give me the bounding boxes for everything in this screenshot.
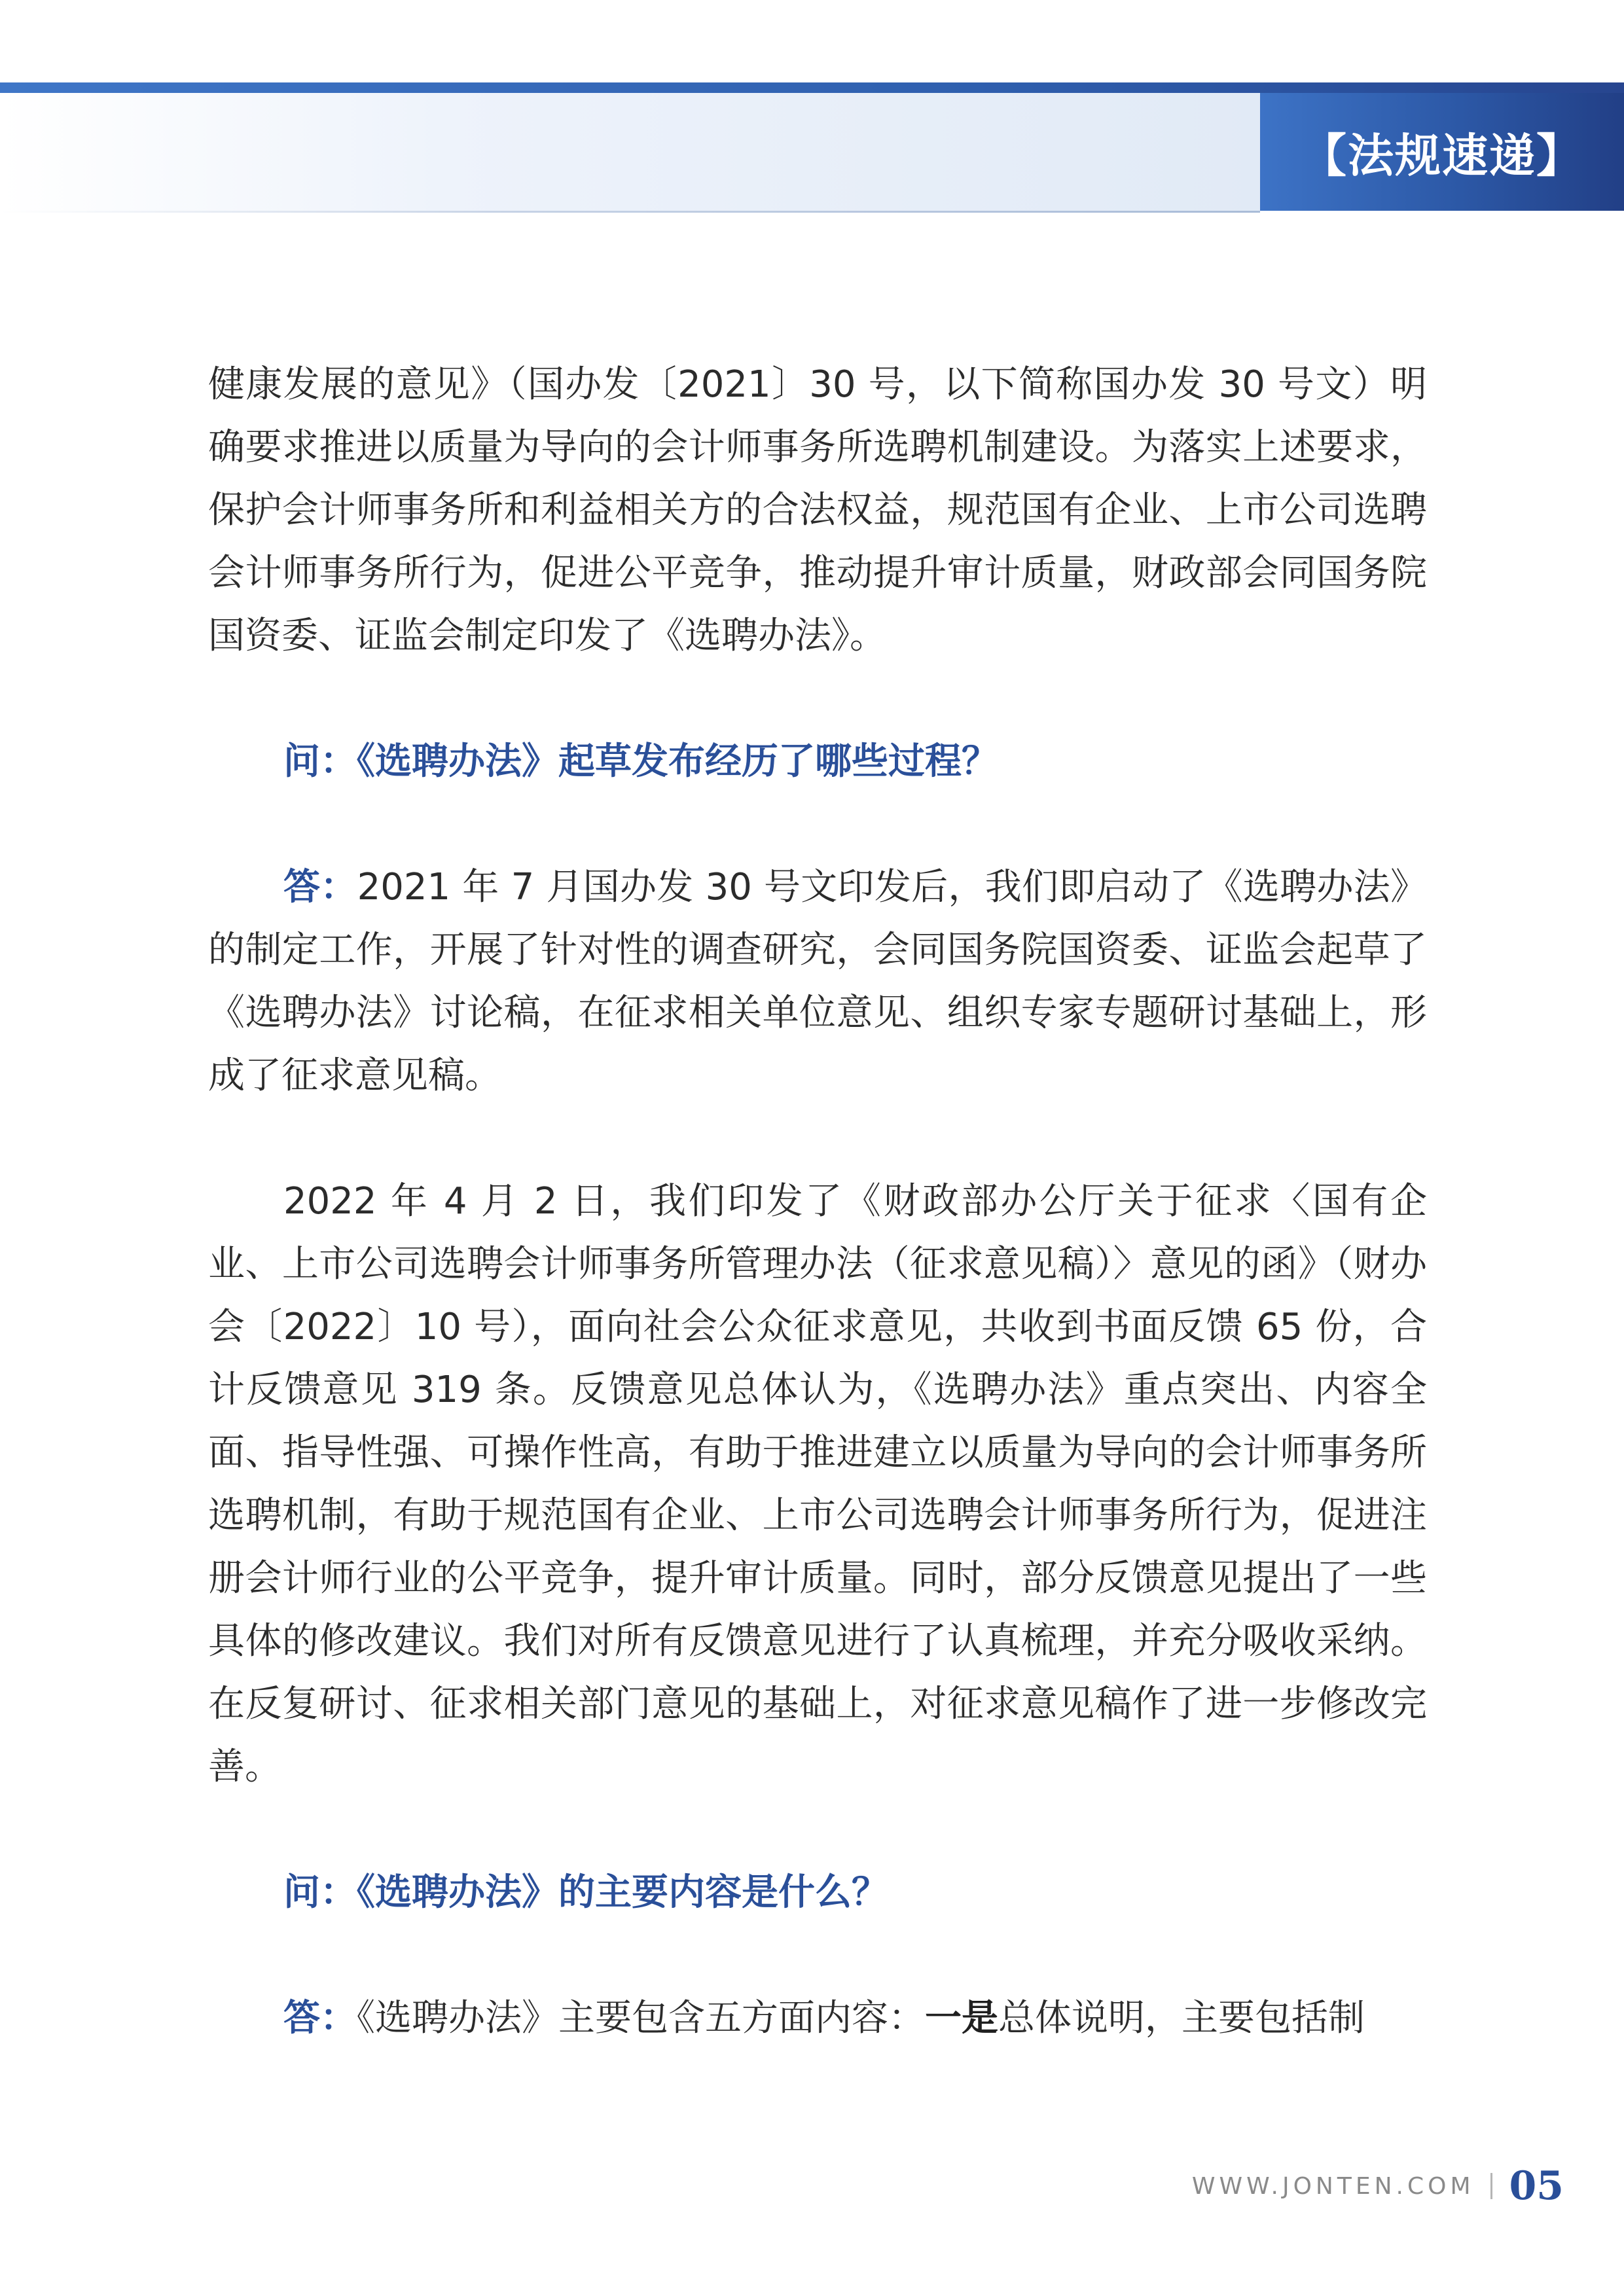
paragraph-consultation: 2022 年 4 月 2 日，我们印发了《财政部办公厅关于征求〈国有企业、上市公司选聘会计师事务所管理办法（征求意见稿）〉意见的函》（财办会〔2022〕10 号），面向社会公众征求意见，共收到书面反馈 65 份，合计反馈意见 319 条。反馈意见总体认为，《选聘办法》重点突出、内容全面、指导性强、可操作性高，有助于推进建立以质量为导向的会计师事务所选聘机制，有助于规范国有企业、上市公司选聘会计师事务所行为，促进注册会计师行业的公平竞争，提升审计质量。同时，部分反馈意见提出了一些具体的修改建议。我们对所有反馈意见进行了认真梳理，并充分吸收采纳。在反复研讨、征求相关部门意见的基础上，对征求意见稿作了进一步修改完善。 <box>208 1180 1427 1788</box>
website-url: WWW.JONTEN.COM <box>1191 2172 1475 2200</box>
answer-label: 答： <box>283 866 357 908</box>
answer-drafting-process <box>208 856 1427 1107</box>
question-main-content: 问：《选聘办法》的主要内容是什么？ <box>283 1871 888 1914</box>
footer-divider <box>1490 2173 1492 2199</box>
answer-label: 答： <box>283 1997 357 2039</box>
article-body <box>208 353 1427 2113</box>
section-tab <box>1260 93 1624 211</box>
answer-text: 2021 年 7 月国办发 30 号文印发后，我们即启动了《选聘办法》的制定工作，开展了针对性的调查研究，会同国务院国资委、证监会起草了《选聘办法》讨论稿，在征求相关单位意见、组织专家专题研讨基础上，形成了征求意见稿。 <box>208 866 1428 1097</box>
page-footer <box>1192 2160 1564 2212</box>
paragraph-intro: 健康发展的意见》（国办发〔2021〕30 号，以下简称国办发 30 号文）明确要求推进以质量为导向的会计师事务所选聘机制建设。为落实上述要求，保护会计师事务所和利益相关方的合法权益，规范国有企业、上市公司选聘会计师事务所行为，促进公平竞争，推动提升审计质量，财政部会同国务院国资委、证监会制定印发了《选聘办法》。 <box>208 363 1427 657</box>
header-bottom-rule <box>0 211 1260 213</box>
question-drafting-process: 问：《选聘办法》起草发布经历了哪些过程？ <box>283 740 998 783</box>
answer-text: 《选聘办法》主要包含五方面内容： <box>357 1997 925 2039</box>
page-number: 05 <box>1509 2163 1564 2209</box>
header-top-rule <box>0 82 1624 93</box>
answer-text-continued: 总体说明，主要包括制 <box>998 1997 1365 2039</box>
header-band <box>0 93 1260 211</box>
answer-main-content <box>208 1987 1427 2050</box>
section-tab-label: 【法规速递】 <box>1301 128 1583 183</box>
answer-emphasis: 一是 <box>925 1997 998 2039</box>
